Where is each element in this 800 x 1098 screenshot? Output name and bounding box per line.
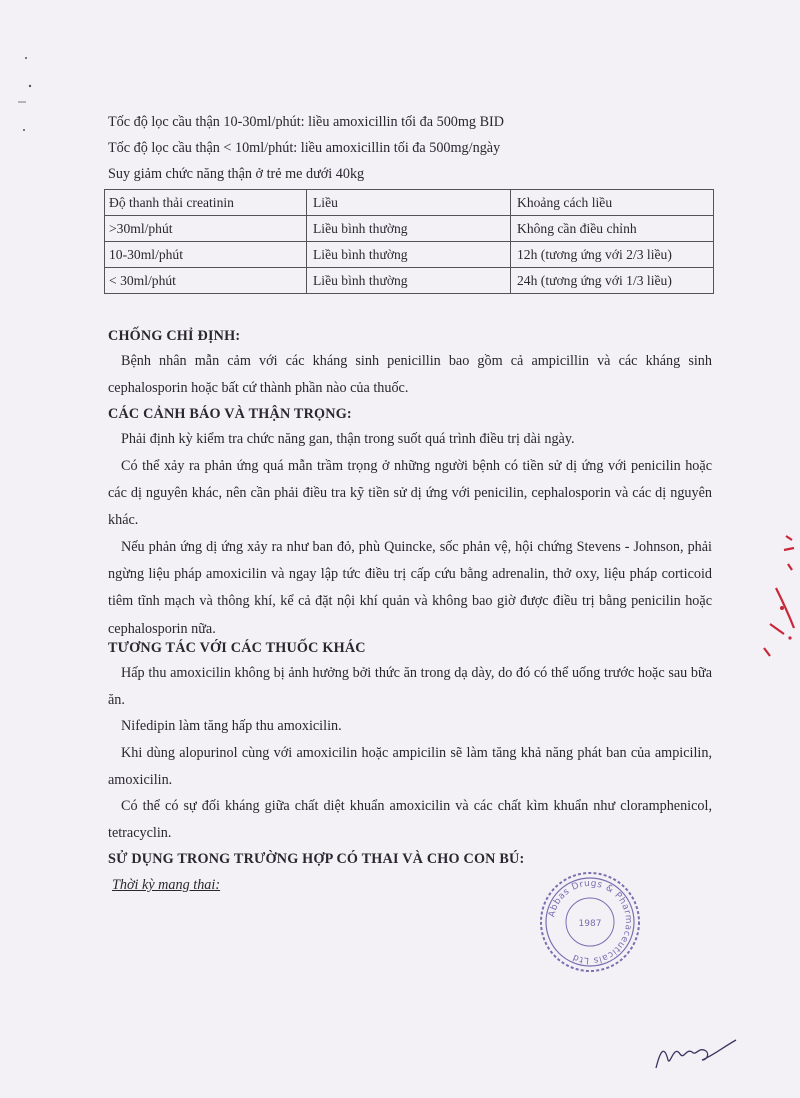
red-edge-marks <box>756 528 800 668</box>
interactions-heading: TƯƠNG TÁC VỚI CÁC THUỐC KHÁC <box>108 640 366 656</box>
table-row <box>105 242 714 268</box>
warnings-paragraph-1: Phải định kỳ kiểm tra chức năng gan, thận trong suốt quá trình điều trị dài ngày. <box>121 431 575 447</box>
warnings-paragraph-2: Có thể xảy ra phản ứng quá mẫn trầm trọng ở những người bệnh có tiền sử dị ứng với penicilin hoặc các dị nguyên khác, nên cần phải điều tra kỹ tiền sử dị ứng với penicilin, cephalosporin và các dị nguyên khác. <box>108 458 712 529</box>
table-cell: Không cần điều chỉnh <box>511 216 714 242</box>
handwritten-signature <box>650 1030 740 1074</box>
table-header-cell: Khoảng cách liều <box>511 190 714 216</box>
interactions-paragraph-2: Nifedipin làm tăng hấp thu amoxicilin. <box>121 718 342 734</box>
interactions-paragraph-1: Hấp thu amoxicilin không bị ảnh hưởng bởi thức ăn trong dạ dày, do đó có thể uống trước hoặc sau bữa ăn. <box>108 665 712 709</box>
warnings-heading: CÁC CẢNH BÁO VÀ THẬN TRỌNG: <box>108 406 352 422</box>
table-header-row <box>105 190 714 216</box>
pregnancy-subheading: Thời kỳ mang thai: <box>112 877 221 893</box>
table-header-cell: Độ thanh thải creatinin <box>105 190 307 216</box>
table-row <box>105 216 714 242</box>
table-cell: 12h (tương ứng với 2/3 liều) <box>511 242 714 268</box>
table-cell: Liều bình thường <box>307 268 511 294</box>
contraindications-heading: CHỐNG CHỈ ĐỊNH: <box>108 328 241 344</box>
contraindications-text: Bệnh nhân mẫn cảm với các kháng sinh penicillin bao gồm cả ampicillin và các kháng sinh cephalosporin hoặc bất cứ thành phần nào của thuốc. <box>108 353 712 397</box>
table-cell: 24h (tương ứng với 1/3 liều) <box>511 268 714 294</box>
company-seal-stamp <box>538 870 642 974</box>
table-cell: Liều bình thường <box>307 242 511 268</box>
table-cell: < 30ml/phút <box>105 268 307 294</box>
svg-text:Abbas Drugs & Pharmaceuticals: Abbas Drugs & Pharmaceuticals Ltd <box>547 878 634 966</box>
interactions-paragraph-3: Khi dùng alopurinol cùng với amoxicilin hoặc ampicilin sẽ làm tăng khả năng phát ban của ampicilin, amoxicilin. <box>108 745 712 789</box>
seal-center-text: 1987 <box>578 919 602 929</box>
table-cell: >30ml/phút <box>105 216 307 242</box>
table-cell: 10-30ml/phút <box>105 242 307 268</box>
intro-line-1: Tốc độ lọc cầu thận 10-30ml/phút: liều amoxicillin tối đa 500mg BID <box>108 114 504 130</box>
table-header-cell: Liều <box>307 190 511 216</box>
table-row <box>105 268 714 294</box>
renal-dose-table <box>104 189 714 294</box>
intro-line-2: Tốc độ lọc cầu thận < 10ml/phút: liều amoxicillin tối đa 500mg/ngày <box>108 140 501 156</box>
interactions-paragraph-4: Có thể có sự đối kháng giữa chất diệt khuẩn amoxicilin và các chất kìm khuẩn như cloramphenicol, tetracyclin. <box>108 798 712 842</box>
pregnancy-heading: SỬ DỤNG TRONG TRƯỜNG HỢP CÓ THAI VÀ CHO CON BÚ: <box>108 851 525 867</box>
scan-speckles <box>8 50 38 150</box>
warnings-paragraph-3: Nếu phản ứng dị ứng xảy ra như ban đỏ, phù Quincke, sốc phản vệ, hội chứng Stevens - Johnson, phải ngừng liệu pháp amoxicilin và ngay lập tức điều trị cấp cứu bằng adrenalin, thở oxy, liệu pháp corticoid tiêm tĩnh mạch và thông khí, kể cả đặt nội khí quản và không bao giờ được điều trị bằng penicilin hoặc cephalosporin nữa. <box>108 539 712 637</box>
intro-line-3: Suy giảm chức năng thận ở trẻ me dưới 40kg <box>108 166 365 182</box>
table-cell: Liều bình thường <box>307 216 511 242</box>
